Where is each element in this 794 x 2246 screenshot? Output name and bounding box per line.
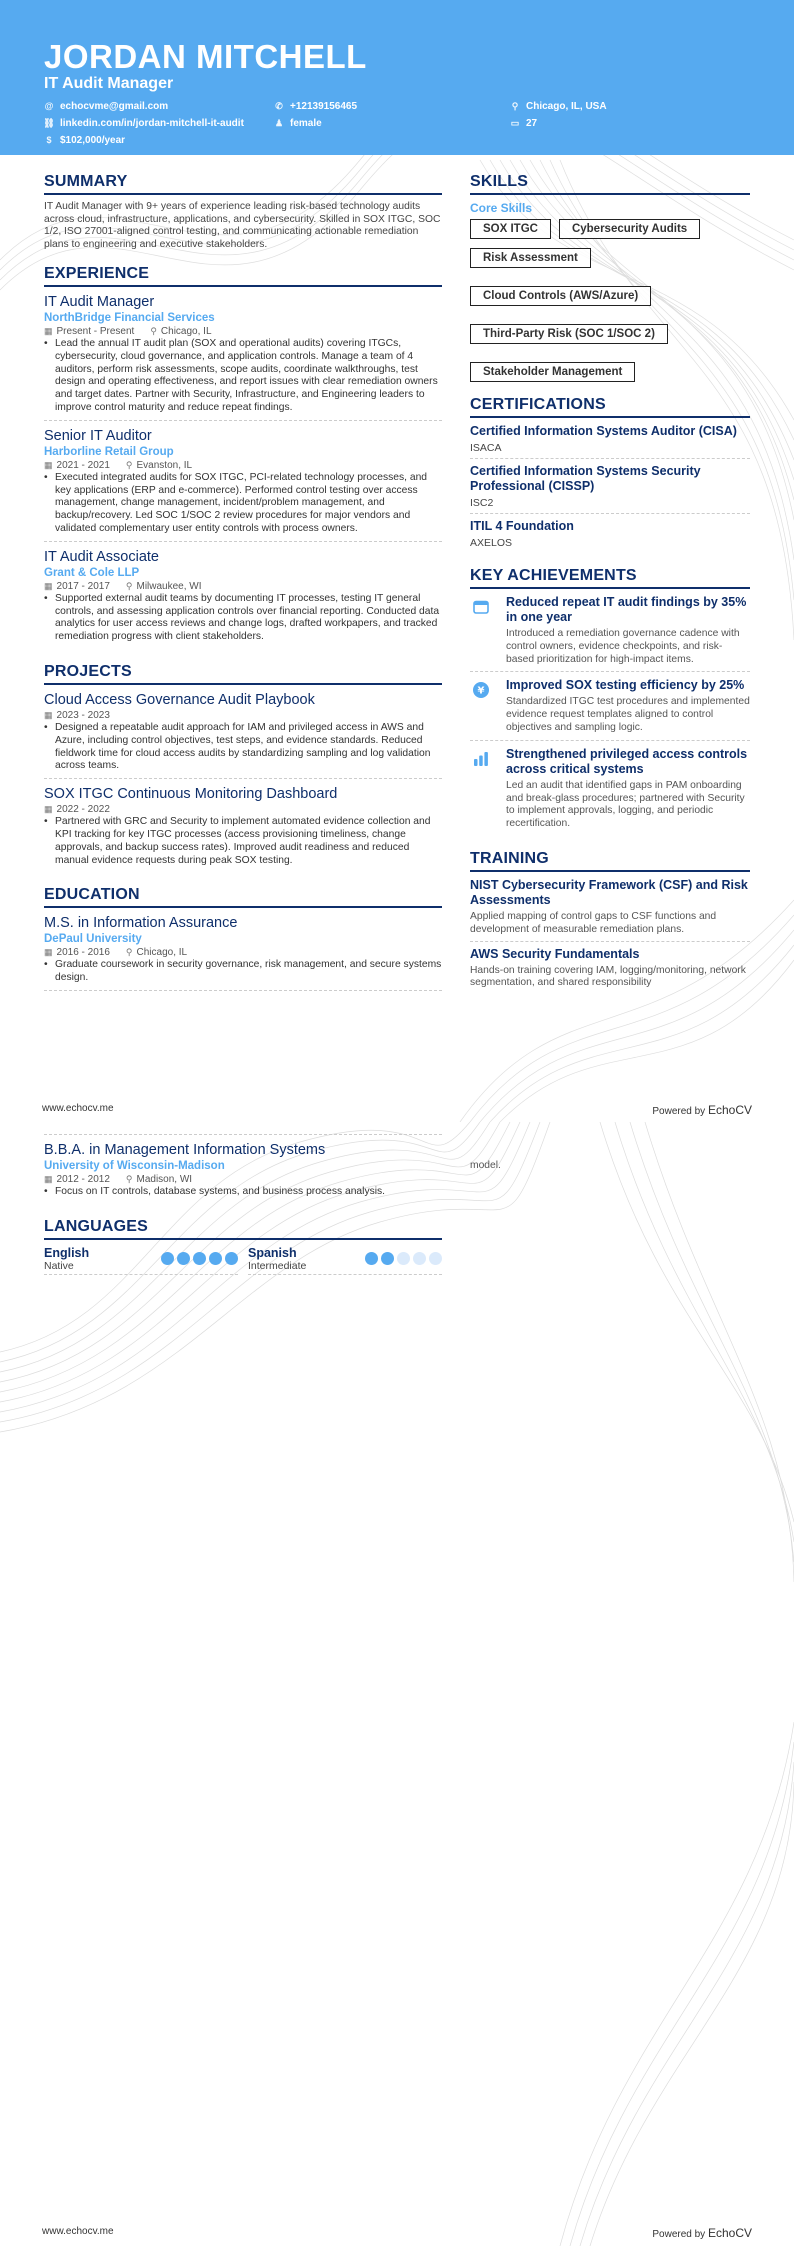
achievements-heading: KEY ACHIEVEMENTS <box>470 567 750 589</box>
job-description: • Supported external audit teams by documenting IT processes, testing IT general controls, and assessing application controls over financial reporting. Conducted data analytics for user access reviews and change logs, drafted workpapers, and tracked remediation progress with client stakeholders. <box>44 592 440 643</box>
projects-heading: PROJECTS <box>44 663 442 685</box>
certification-name: Certified Information Systems Auditor (CISA) <box>470 424 737 438</box>
education-meta: ▦ 2016 - 2016 ⚲ Chicago, IL <box>44 947 188 959</box>
resume-page-2 <box>0 1122 794 2246</box>
calendar-icon: ▦ <box>44 580 53 591</box>
certification-name: Certified Information Systems Security Professional (CISSP) <box>470 464 701 493</box>
contact-email[interactable]: @ echocvme@gmail.com <box>44 100 169 112</box>
echocv-brand: EchoCV <box>707 2226 752 2240</box>
resume-body-continued <box>0 1122 794 1289</box>
summary-section <box>44 173 442 251</box>
salary-icon: $ <box>46 135 52 145</box>
language-level: Native <box>44 1259 74 1272</box>
project-description: • Designed a repeatable audit approach for IAM and privileged access in AWS and Azure, including control objectives, test steps, and evidence standards. Reduced fieldwork time for cloud access audits by standardizing sampling and log validation across teams. <box>44 721 431 772</box>
page-footer <box>42 2226 752 2240</box>
left-column <box>44 1122 442 1289</box>
school-name: University of Wisconsin-Madison <box>44 1160 225 1172</box>
training-title: NIST Cybersecurity Framework (CSF) and Risk Assessments <box>470 877 748 907</box>
experience-section <box>44 265 442 649</box>
job-title: IT Audit Manager <box>44 294 155 310</box>
education-entry <box>44 1134 442 1204</box>
core-skills-label: Core Skills <box>470 201 533 215</box>
language-rating <box>365 1252 442 1265</box>
training-heading: TRAINING <box>470 850 750 872</box>
training-description: Hands-on training covering IAM, logging/monitoring, network segmentation, and shared responsibility <box>470 964 746 989</box>
school-name: DePaul University <box>44 933 142 946</box>
certification-entry <box>470 464 750 514</box>
job-description: • Executed integrated audits for SOX ITGC, PCI-related technology processes, and key applications (ERP and e-commerce). Performed control testing over access management, change management, incident/problem management, and backup/recovery. Led SOC 1/SOC 2 review procedures for major vendors and validated complementary user entity controls with process owners. <box>44 471 428 534</box>
language-level: Intermediate <box>248 1259 307 1272</box>
candidate-name: JORDAN MITCHELL <box>44 38 367 75</box>
education-section <box>44 886 442 991</box>
right-column <box>470 1122 750 1289</box>
location-pin-icon: ⚲ <box>125 947 133 958</box>
certification-entry <box>470 424 750 459</box>
education-section-continued <box>44 1122 442 1204</box>
achievement-title: Reduced repeat IT audit findings by 35% in one year <box>506 595 747 624</box>
skill-tag: Third-Party Risk (SOC 1/SOC 2) <box>470 324 668 344</box>
skill-tag: SOX ITGC <box>470 219 551 239</box>
achievement-description: Led an audit that identified gaps in PAM onboarding and break-glass procedures; partnered with Security to implement approvals, logging, and periodic recertification. <box>506 779 745 830</box>
languages-section <box>44 1218 442 1275</box>
calendar-icon <box>470 595 492 666</box>
powered-by: Powered by EchoCV <box>652 2226 752 2240</box>
phone-icon: ✆ <box>275 100 283 111</box>
location-pin-icon: ⚲ <box>125 580 133 591</box>
calendar-icon: ▭ <box>510 117 520 128</box>
languages-list <box>44 1246 442 1275</box>
education-meta: ▦ 2012 - 2012 ⚲ Madison, WI <box>44 1174 193 1185</box>
training-entry <box>470 878 750 942</box>
experience-heading: EXPERIENCE <box>44 265 442 287</box>
degree-title: B.B.A. in Management Information Systems <box>44 1142 326 1158</box>
job-meta: ▦ 2017 - 2017 ⚲ Milwaukee, WI <box>44 580 202 592</box>
project-title: Cloud Access Governance Audit Playbook <box>44 691 315 708</box>
bar-chart-icon <box>470 747 492 831</box>
achievement-entry <box>470 747 750 836</box>
skill-tag: Cloud Controls (AWS/Azure) <box>470 286 651 306</box>
achievements-section <box>470 567 750 836</box>
education-description: • Graduate coursework in security governance, risk management, and secure systems design. <box>44 959 442 984</box>
language-name: English <box>44 1245 90 1260</box>
right-column <box>470 173 750 1008</box>
contact-info <box>44 99 750 147</box>
project-description: • Partnered with GRC and Security to implement automated evidence collection and KPI tracking for key ITGC processes (access provisioning timeliness, change approvals, and backup success rates). Improved audit readiness and reduced manual evidence requests during peak SOX testing. <box>44 816 431 866</box>
contact-gender: ♟ female <box>274 117 322 129</box>
certification-issuer: ISACA <box>470 442 502 454</box>
echocv-brand: EchoCV <box>707 1103 752 1117</box>
languages-heading: LANGUAGES <box>44 1218 442 1240</box>
wave-background <box>0 1122 794 2246</box>
skill-tag: Cybersecurity Audits <box>559 219 700 239</box>
training-description-continued: model. <box>470 1160 501 1171</box>
achievement-title: Strengthened privileged access controls across critical systems <box>506 746 748 776</box>
degree-title: M.S. in Information Assurance <box>44 915 238 932</box>
training-description: Applied mapping of control gaps to CSF functions and development of measurable remediation plans. <box>470 910 717 935</box>
certifications-heading: CERTIFICATIONS <box>470 396 750 418</box>
achievement-description: Standardized ITGC test procedures and implemented evidence request templates aligned to control objectives and sampling logic. <box>506 696 750 733</box>
skill-tag: Stakeholder Management <box>470 362 635 382</box>
footer-website-link[interactable]: www.echocv.me <box>42 1103 114 1114</box>
contact-salary: $ $102,000/year <box>44 133 274 147</box>
calendar-icon: ▦ <box>44 459 53 470</box>
calendar-icon: ▦ <box>44 326 53 336</box>
language-name: Spanish <box>248 1245 297 1260</box>
link-icon: ⛓ <box>43 117 55 128</box>
training-section <box>470 850 750 994</box>
project-meta: ▦ 2023 - 2023 <box>44 709 110 721</box>
contact-linkedin[interactable]: ⛓ linkedin.com/in/jordan-mitchell-it-audit <box>43 117 244 129</box>
job-title: IT Audit Associate <box>44 548 159 565</box>
certification-issuer: AXELOS <box>470 537 513 549</box>
language-entry <box>44 1246 238 1275</box>
location-pin-icon: ⚲ <box>511 100 519 111</box>
skill-tag: Risk Assessment <box>470 248 591 268</box>
education-entry <box>44 914 442 991</box>
project-title: SOX ITGC Continuous Monitoring Dashboard <box>44 786 338 803</box>
language-rating <box>161 1252 238 1265</box>
training-title: AWS Security Fundamentals <box>470 946 640 961</box>
certification-entry <box>470 519 750 553</box>
calendar-icon: ▦ <box>44 709 53 720</box>
project-meta: ▦ 2022 - 2022 <box>44 804 110 816</box>
calendar-icon: ▦ <box>44 947 53 958</box>
footer-website-link[interactable]: www.echocv.me <box>42 2226 114 2237</box>
education-heading: EDUCATION <box>44 886 442 908</box>
job-meta: ▦ 2021 - 2021 ⚲ Evanston, IL <box>44 459 193 471</box>
project-entry <box>44 785 442 872</box>
achievement-description: Introduced a remediation governance cadence with control owners, evidence checkpoints, and risk-based prioritization for high-impact items. <box>506 628 740 665</box>
resume-header <box>0 0 794 155</box>
company-name: Harborline Retail Group <box>44 445 174 458</box>
project-entry <box>44 691 442 779</box>
resume-body <box>0 155 794 1008</box>
powered-by: Powered by EchoCV <box>652 1103 752 1117</box>
language-entry <box>248 1246 442 1275</box>
company-name: NorthBridge Financial Services <box>44 312 215 324</box>
job-title: Senior IT Auditor <box>44 427 152 444</box>
job-description: • Lead the annual IT audit plan (SOX and operational audits) covering ITGCs, cybersecurity, cloud governance, and application controls. Manage a team of 4 auditors, perform risk assessments, scope audits, coordinate walkthroughs, test design and operating effectiveness, and report issues with clear remediation owners and target dates. Partner with Security, Infrastructure, and Engineering leaders to improve control maturity and reduce repeat findings. <box>44 338 438 413</box>
person-icon: ♟ <box>274 117 284 128</box>
calendar-icon: ▦ <box>44 804 53 815</box>
page-footer <box>42 1103 752 1117</box>
skills-heading: SKILLS <box>470 173 750 195</box>
contact-location: ⚲ Chicago, IL, USA <box>511 100 607 112</box>
location-pin-icon: ⚲ <box>150 326 157 336</box>
summary-heading: SUMMARY <box>44 173 442 195</box>
certifications-section <box>470 396 750 553</box>
contact-phone[interactable]: ✆ +12139156465 <box>275 100 358 112</box>
training-entry <box>470 947 750 995</box>
calendar-icon: ▦ <box>44 1174 53 1184</box>
experience-entry <box>44 427 442 542</box>
achievement-entry <box>470 595 750 672</box>
candidate-role: IT Audit Manager <box>44 75 174 92</box>
at-icon: @ <box>44 101 54 111</box>
achievement-entry <box>470 678 750 740</box>
experience-entry <box>44 548 442 649</box>
projects-section <box>44 663 442 872</box>
resume-page-1 <box>0 0 794 1122</box>
skills-section <box>470 173 750 382</box>
certification-name: ITIL 4 Foundation <box>470 519 574 533</box>
summary-text: IT Audit Manager with 9+ years of experience leading risk-based technology audits across cloud, infrastructure, applications, and cybersecurity. Skilled in SOX ITGC, SOC 1/2, ISO 27001-aligned control testing, and communicating actionable remediation plans to engineering and executive stakeholders. <box>44 201 441 250</box>
location-pin-icon: ⚲ <box>125 459 133 470</box>
yen-coin-icon <box>470 678 492 734</box>
svg-text:¥: ¥ <box>477 685 485 697</box>
job-meta: ▦ Present - Present ⚲ Chicago, IL <box>44 326 212 337</box>
contact-age: ▭ 27 <box>510 117 538 129</box>
certification-issuer: ISC2 <box>470 497 494 509</box>
location-pin-icon: ⚲ <box>125 1174 133 1184</box>
company-name: Grant & Cole LLP <box>44 566 140 579</box>
education-description: • Focus on IT controls, database systems, and business process analysis. <box>44 1186 386 1197</box>
experience-entry <box>44 293 442 421</box>
achievement-title: Improved SOX testing efficiency by 25% <box>506 678 745 693</box>
left-column <box>44 173 442 1008</box>
skills-list <box>470 219 750 382</box>
